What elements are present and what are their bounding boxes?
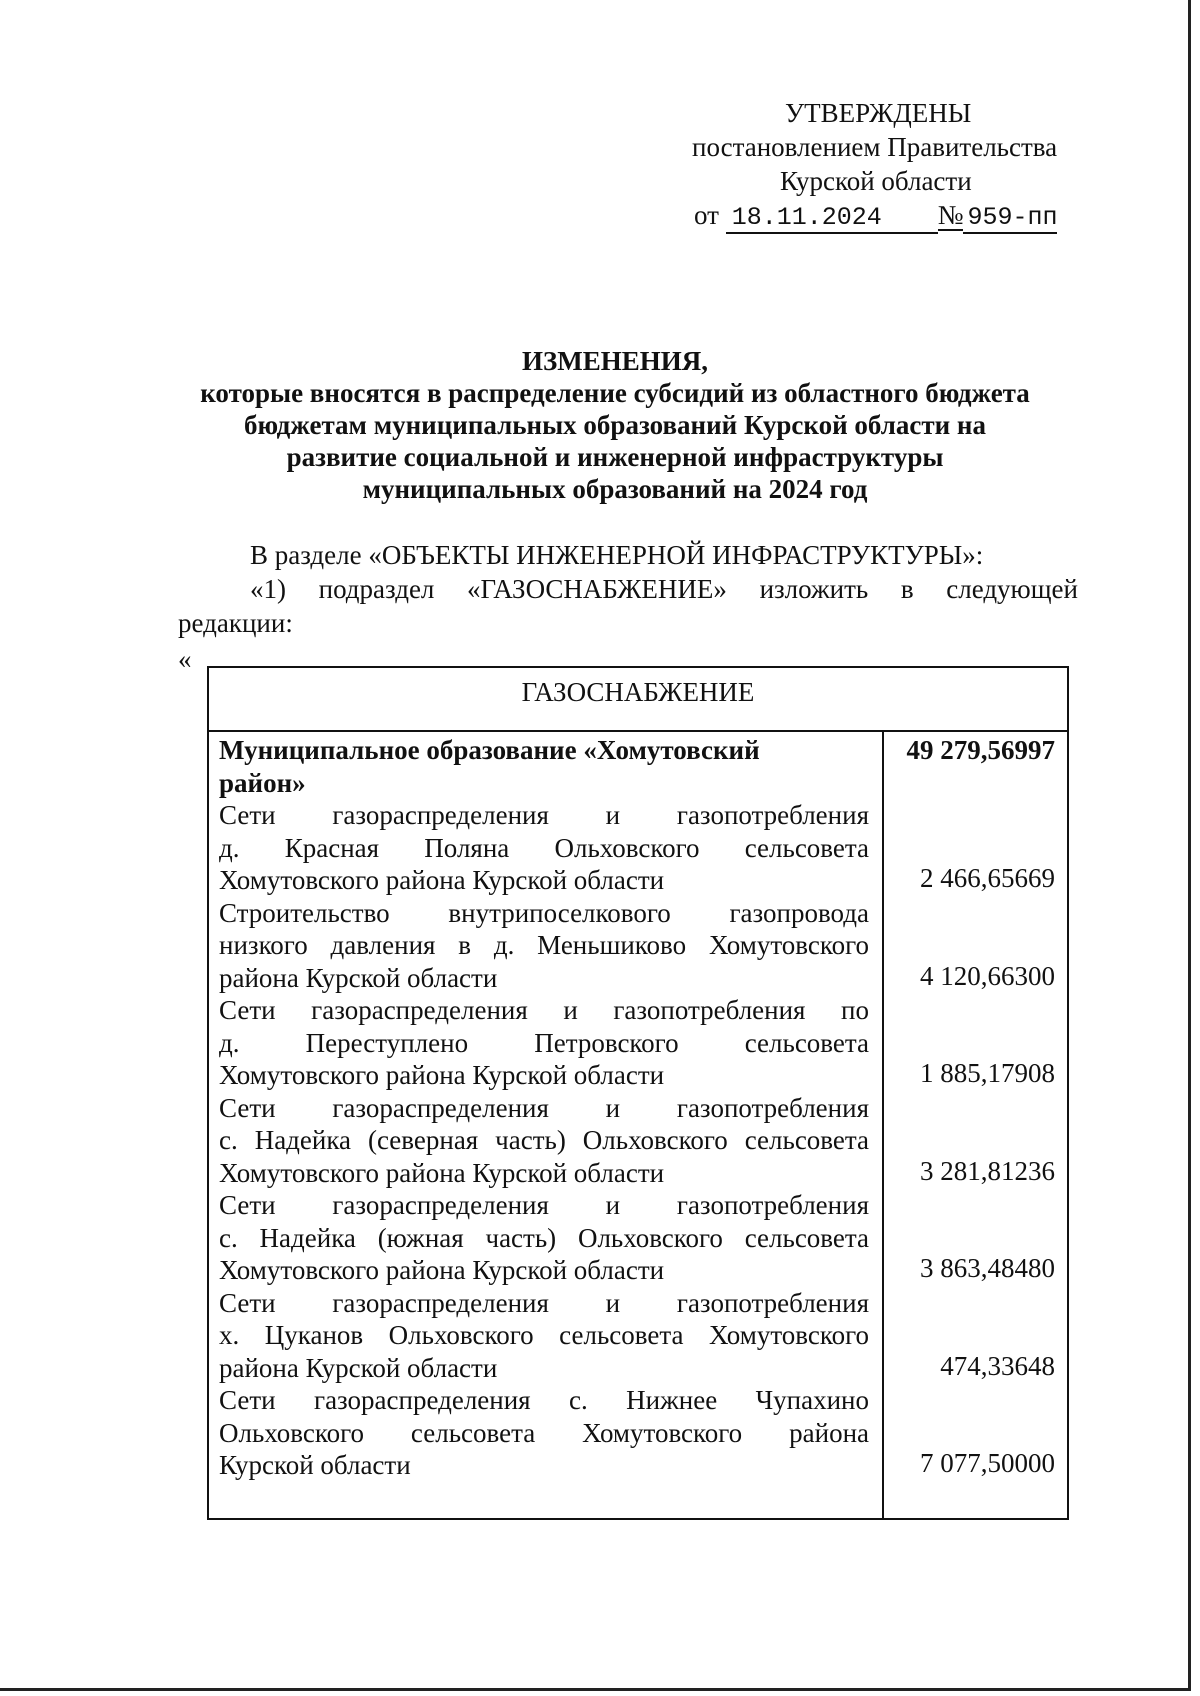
table-row-total [219,734,1069,799]
approval-line-3: Курской области [780,166,972,196]
gas-supply-table [207,666,1069,1520]
row-line: низкого давления в д. Меньшиково Хомутовского [219,930,869,960]
object-description [219,1189,869,1287]
approval-line-2: постановлением Правительства [692,132,1058,162]
row-line: Сети газораспределения и газопотребления [219,1190,869,1220]
number-label: № [937,200,964,230]
object-amount: 3 863,48480 [920,1253,1055,1283]
para-word: следующей [946,574,1078,604]
opening-quote: « [178,644,192,674]
para-word: подраздел [318,574,435,604]
row-line: д. Красная Поляна Ольховского сельсовета [219,832,869,863]
row-line: Строительство внутрипоселкового газопровода [219,897,869,928]
object-description [219,897,869,995]
table-row [219,994,1069,1092]
document-title [150,345,1080,505]
title-line-4: развитие социальной и инженерной инфраструктуры [286,442,944,472]
row-line: с. Надейка (южная часть) Ольховского сельсовета [219,1222,869,1253]
row-line: Сети газораспределения и газопотребления [219,1287,869,1318]
para-word: в [900,574,914,604]
row-line: Хомутовского района Курской области [219,1255,665,1285]
row-line: Сети газораспределения и газопотребления [219,1092,869,1123]
para-word: «ГАЗОСНАБЖЕНИЕ» [467,574,727,604]
title-line-3: бюджетам муниципальных образований Курской области на [244,410,986,440]
row-line: д. Переступлено Петровского сельсовета [219,1027,869,1058]
table-row [219,1092,1069,1190]
table-row [219,1189,1069,1287]
scan-border-bottom [0,1688,1191,1691]
section-paragraph: В разделе «ОБЪЕКТЫ ИНЖЕНЕРНОЙ ИНФРАСТРУКТУРЫ»: [250,540,984,570]
row-line: Сети газораспределения с. Нижнее Чупахино [219,1385,869,1415]
row-line: Муниципальное образование «Хомутовский [219,735,760,765]
table-row [219,799,1069,897]
object-amount: 7 077,50000 [920,1448,1055,1478]
object-amount: 1 885,17908 [920,1058,1055,1088]
row-line: Ольховского сельсовета Хомутовского района [219,1417,869,1448]
subsection-paragraph-end: редакции: [178,608,293,638]
row-line: район» [219,767,306,798]
object-amount: 4 120,66300 [920,960,1055,991]
row-line: Хомутовского района Курской области [219,1060,665,1090]
decree-number: 959-пп [963,204,1057,234]
row-line: Хомутовского района Курской области [219,1157,665,1188]
object-description [219,799,869,897]
approval-date-line [694,198,1057,234]
para-word: «1) [250,574,286,604]
table-rows [219,734,1069,1482]
row-line: Сети газораспределения и газопотребления по [219,995,869,1025]
object-description [219,1384,869,1482]
decree-date: 18.11.2024 [726,204,938,234]
row-line: Курской области [219,1450,411,1480]
title-line-2: которые вносятся в распределение субсидий из областного бюджета [200,378,1030,408]
table-row [219,1287,1069,1385]
object-description [219,1092,869,1190]
title-line-5: муниципальных образований на 2024 год [362,474,868,504]
table-row [219,1384,1069,1482]
table-row [219,897,1069,995]
total-amount: 49 279,56997 [906,735,1055,765]
object-description [219,994,869,1092]
row-line: района Курской области [219,1352,498,1383]
title-line-1: ИЗМЕНЕНИЯ, [521,346,708,376]
object-amount: 2 466,65669 [920,863,1055,893]
subsection-paragraph [250,572,1078,606]
row-line: Сети газораспределения и газопотребления [219,800,869,830]
row-line: с. Надейка (северная часть) Ольховского сельсовета [219,1125,869,1155]
object-amount: 474,33648 [940,1350,1055,1381]
from-label: от [694,200,719,230]
row-line: района Курской области [219,962,498,993]
para-word: изложить [759,574,869,604]
object-description [219,1287,869,1385]
object-amount: 3 281,81236 [920,1155,1055,1186]
row-line: х. Цуканов Ольховского сельсовета Хомутовского [219,1320,869,1350]
scan-border-right [1188,0,1191,1690]
municipality-name [219,734,869,799]
approval-heading: УТВЕРЖДЕНЫ [785,98,972,128]
table-heading: ГАЗОСНАБЖЕНИЕ [209,668,1067,732]
row-line: Хомутовского района Курской области [219,865,665,895]
